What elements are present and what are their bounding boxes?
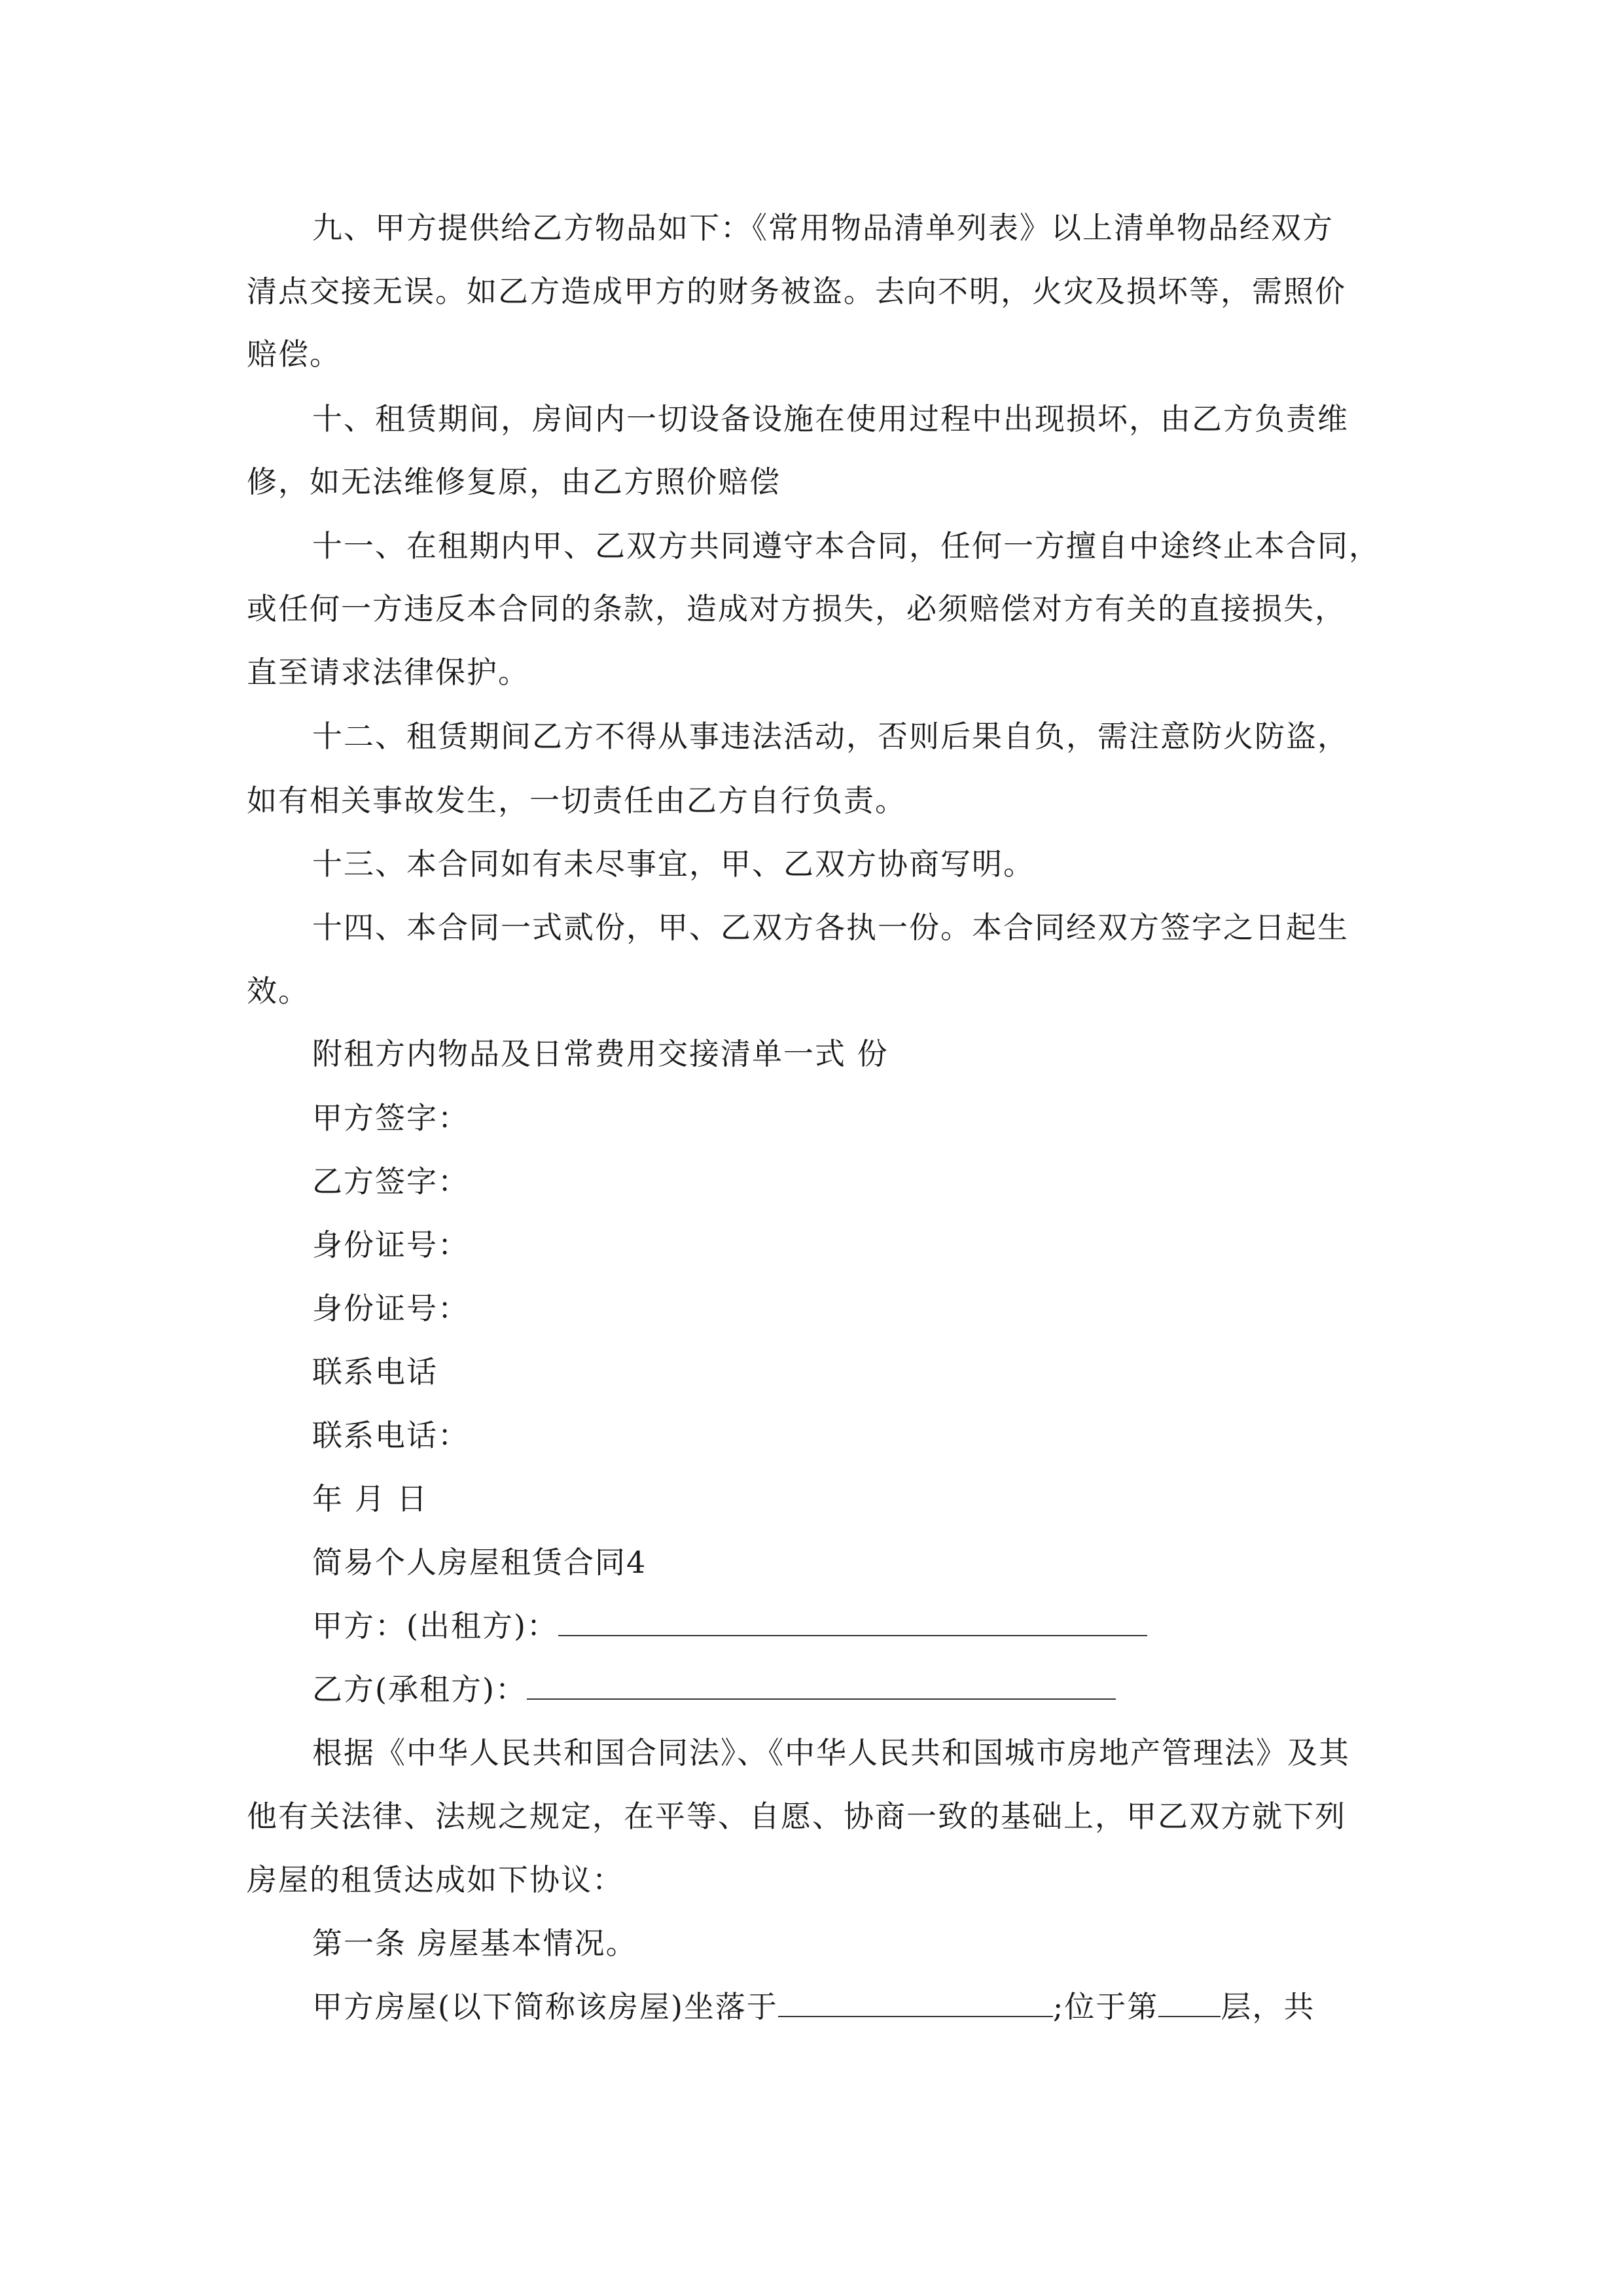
clause-12-line-2: 如有相关事故发生，一切责任由乙方自行负责。 <box>247 783 906 818</box>
party-b-tenant-label: 乙方(承租方)： <box>312 1672 527 1707</box>
location-label: 甲方房屋(以下简称该房屋)坐落于 <box>312 1989 778 2024</box>
preamble-line-1: 根据《中华人民共和国合同法》、《中华人民共和国城市房地产管理法》及其 <box>312 1735 1350 1770</box>
party-b-signature-label: 乙方签字： <box>312 1164 469 1199</box>
clause-11-line-1: 十一、在租期内甲、乙双方共同遵守本合同，任何一方擅自中途终止本合同， <box>312 528 1380 564</box>
party-b-tenant-line <box>312 1670 1116 1709</box>
party-b-blank <box>527 1670 1116 1700</box>
id-number-label-2: 身份证号： <box>312 1291 469 1326</box>
floor-blank <box>1158 1987 1221 2017</box>
article-1-location-line <box>312 1987 1315 2026</box>
clause-11-line-3: 直至请求法律保护。 <box>247 655 529 690</box>
phone-label-2: 联系电话： <box>312 1418 469 1453</box>
id-number-label-1: 身份证号： <box>312 1227 469 1263</box>
party-a-signature-label: 甲方签字： <box>312 1100 469 1136</box>
party-a-landlord-label: 甲方：(出租方)： <box>312 1608 558 1643</box>
clause-10-line-1: 十、租赁期间，房间内一切设备设施在使用过程中出现损坏，由乙方负责维 <box>312 401 1349 437</box>
location-blank <box>778 1987 1053 2017</box>
preamble-line-3: 房屋的租赁达成如下协议： <box>247 1862 624 1897</box>
clause-14-line-2: 效。 <box>247 973 310 1009</box>
clause-11-line-2: 或任何一方违反本合同的条款，造成对方损失，必须赔偿对方有关的直接损失， <box>247 591 1346 626</box>
preamble-line-2: 他有关法律、法规之规定，在平等、自愿、协商一致的基础上，甲乙双方就下列 <box>247 1799 1346 1834</box>
clause-9-line-3: 赔偿。 <box>247 336 341 372</box>
party-a-blank <box>558 1606 1147 1636</box>
clause-12-line-1: 十二、租赁期间乙方不得从事违法活动，否则后果自负，需注意防火防盗， <box>312 719 1349 754</box>
clause-9-line-1: 九、甲方提供给乙方物品如下：《常用物品清单列表》以上清单物品经双方 <box>312 210 1334 245</box>
article-1-heading: 第一条 房屋基本情况。 <box>312 1926 637 1961</box>
attachment-note: 附租方内物品及日常费用交接清单一式 份 <box>312 1036 889 1071</box>
total-floors-label: 层，共 <box>1221 1989 1315 2024</box>
clause-9-line-2: 清点交接无误。如乙方造成甲方的财务被盗。去向不明，火灾及损坏等，需照价 <box>247 274 1346 309</box>
party-a-landlord-line <box>312 1606 1147 1645</box>
contract-title: 简易个人房屋租赁合同4 <box>312 1545 647 1580</box>
date-line: 年 月 日 <box>312 1481 429 1516</box>
clause-13-line-1: 十三、本合同如有未尽事宜，甲、乙双方协商写明。 <box>312 846 1035 882</box>
clause-10-line-2: 修，如无法维修复原，由乙方照价赔偿 <box>247 464 781 499</box>
floor-label: ;位于第 <box>1052 1989 1159 2024</box>
phone-label-1: 联系电话 <box>312 1354 438 1390</box>
clause-14-line-1: 十四、本合同一式贰份，甲、乙双方各执一份。本合同经双方签字之日起生 <box>312 910 1349 945</box>
